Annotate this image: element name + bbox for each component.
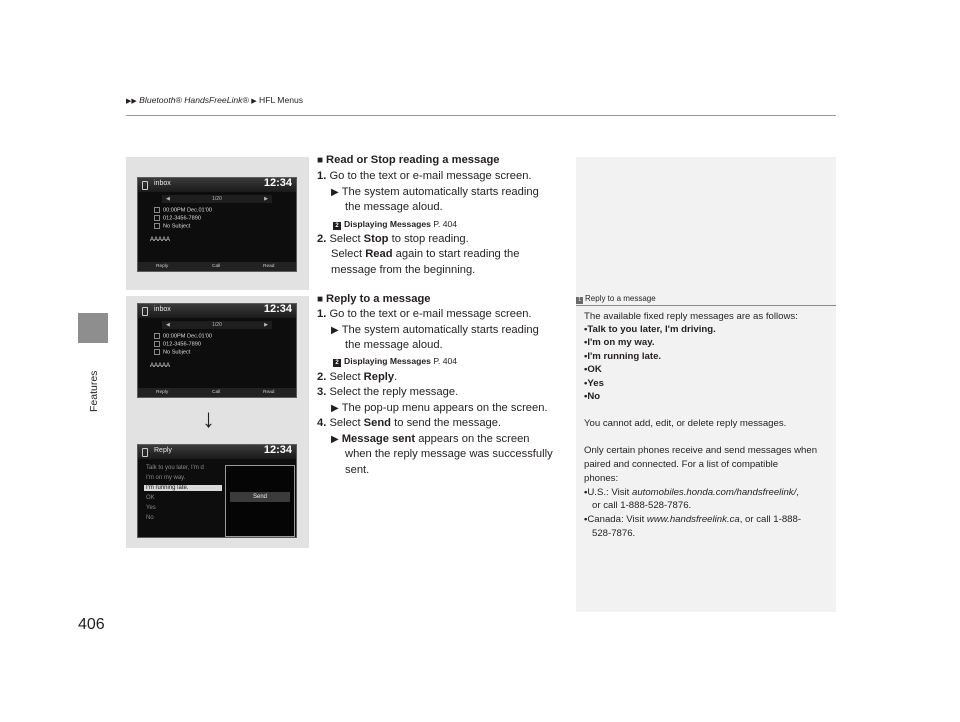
breadcrumb-arrow-icon: ▶ <box>251 98 257 105</box>
down-arrow-icon: ↓ <box>202 403 215 433</box>
note-icon: 1 <box>576 297 583 304</box>
inbox-screen <box>137 177 297 272</box>
note-bullet: •I'm running late. <box>584 351 662 362</box>
note-bullet: •Yes <box>584 378 604 389</box>
note-bullet: •Talk to you later, I'm driving. <box>584 324 716 335</box>
breadcrumb-arrow-icon: ▶▶ <box>126 98 137 105</box>
reference-icon: 2 <box>333 222 341 230</box>
breadcrumb-item: Bluetooth® HandsFreeLink® <box>139 95 249 105</box>
note-bullet-cont: or call 1-888-528-7876. <box>592 500 692 511</box>
note-column <box>576 157 836 612</box>
step-result-cont: the message aloud. <box>345 339 443 351</box>
square-bullet-icon: ■ <box>317 294 324 305</box>
result-arrow-icon: ▶ <box>331 325 339 336</box>
step-result-cont: the message aloud. <box>345 201 443 213</box>
next-arrow-icon: ▶ <box>264 322 268 328</box>
reply-screen <box>137 444 297 538</box>
result-arrow-icon: ▶ <box>331 434 339 445</box>
send-button[interactable]: Send <box>230 492 290 502</box>
page-number: 406 <box>78 616 105 633</box>
inbox-screen <box>137 303 297 398</box>
step-result: ▶ The system automatically starts reading <box>331 324 539 336</box>
step: 1. Go to the text or e-mail message screen. <box>317 308 532 320</box>
step-result-cont: when the reply message was successfully <box>345 448 553 460</box>
header-divider <box>126 115 836 116</box>
note-bullet-cont: 528-7876. <box>592 528 636 539</box>
cross-reference[interactable]: 2 Displaying Messages P. 404 <box>333 356 457 367</box>
reply-option[interactable]: I'm on my way. <box>146 475 186 481</box>
step-result-cont: sent. <box>345 464 370 476</box>
step-result: ▶ The pop-up menu appears on the screen. <box>331 402 548 414</box>
person-icon <box>154 215 160 221</box>
next-arrow-icon: ▶ <box>264 196 268 202</box>
screen-softkeys <box>138 262 296 271</box>
step: 1. Go to the text or e-mail message screen. <box>317 170 532 182</box>
square-bullet-icon: ■ <box>317 155 324 166</box>
message-navigator <box>162 321 272 329</box>
note-bullet: •OK <box>584 364 602 375</box>
step-cont: message from the beginning. <box>331 264 476 276</box>
phone-icon <box>142 448 148 457</box>
screen-title-bar <box>138 178 296 192</box>
reply-softkey[interactable]: Reply <box>156 264 169 269</box>
screen-clock: 12:34 <box>263 177 292 189</box>
note-paragraph: paired and connected. For a list of compatible <box>584 459 779 470</box>
chapter-tab-block <box>78 313 108 343</box>
screen-title-bar <box>138 304 296 318</box>
message-date: 00:00PM Dec.01'00 <box>154 207 212 213</box>
note-bullet: •I'm on my way. <box>584 337 655 348</box>
prev-arrow-icon: ◀ <box>166 196 170 202</box>
note-bullet-canada: •Canada: Visit www.handsfreelink.ca, or call 1-888- <box>584 514 802 525</box>
section-title-reply: ■ Reply to a message <box>317 293 431 305</box>
step: 3. Select the reply message. <box>317 386 459 398</box>
step: 4. Select Send to send the message. <box>317 417 502 429</box>
message-counter: 1/20 <box>212 322 222 328</box>
screen-clock: 12:34 <box>263 444 292 456</box>
phone-icon <box>142 181 148 190</box>
read-softkey[interactable]: Read <box>263 390 275 395</box>
breadcrumb-item: HFL Menus <box>259 95 304 105</box>
note-bullet: •No <box>584 391 601 402</box>
person-icon <box>154 341 160 347</box>
note-paragraph: phones: <box>584 473 619 484</box>
subject-icon <box>154 349 160 355</box>
cross-reference[interactable]: 2 Displaying Messages P. 404 <box>333 219 457 230</box>
call-softkey[interactable]: Call <box>212 264 221 269</box>
note-paragraph: You cannot add, edit, or delete reply messages. <box>584 418 787 429</box>
call-softkey[interactable]: Call <box>212 390 221 395</box>
breadcrumb <box>126 95 303 105</box>
reply-option[interactable]: OK <box>146 495 155 501</box>
reply-option[interactable]: No <box>146 515 154 521</box>
screen-title-bar <box>138 445 296 459</box>
note-intro: The available fixed reply messages are as follows: <box>584 311 798 322</box>
chapter-tab-label: Features <box>88 370 100 412</box>
step: 2. Select Reply. <box>317 371 398 383</box>
screen-title: inbox <box>154 306 171 313</box>
message-sender: 012-3456-7890 <box>154 215 201 221</box>
message-sender: 012-3456-7890 <box>154 341 201 347</box>
read-softkey[interactable]: Read <box>263 264 275 269</box>
prev-arrow-icon: ◀ <box>166 322 170 328</box>
screen-title: inbox <box>154 180 171 187</box>
us-link[interactable]: automobiles.honda.com/handsfreelink/ <box>631 487 797 498</box>
reply-option-selected[interactable]: I'm running late. <box>144 485 222 491</box>
send-popup <box>225 465 295 537</box>
subject-icon <box>154 223 160 229</box>
result-arrow-icon: ▶ <box>331 187 339 198</box>
message-body: AAAAA <box>150 237 171 243</box>
step-result: ▶ Message sent appears on the screen <box>331 433 530 445</box>
screen-clock: 12:34 <box>263 303 292 315</box>
clock-icon <box>154 207 160 213</box>
step: 2. Select Stop to stop reading. <box>317 233 469 245</box>
reply-option[interactable]: Yes <box>146 505 156 511</box>
note-paragraph: Only certain phones receive and send messages when <box>584 445 818 456</box>
canada-link[interactable]: www.handsfreelink.ca <box>646 514 740 525</box>
section-title-read: ■ Read or Stop reading a message <box>317 154 500 166</box>
note-divider <box>576 305 836 306</box>
message-counter: 1/20 <box>212 196 222 202</box>
message-navigator <box>162 195 272 203</box>
step-cont: Select Read again to start reading the <box>331 248 520 260</box>
step-result: ▶ The system automatically starts reading <box>331 186 539 198</box>
phone-icon <box>142 307 148 316</box>
screen-softkeys <box>138 388 296 397</box>
note-bullet-us: •U.S.: Visit automobiles.honda.com/handsfreelink/, <box>584 487 799 498</box>
result-arrow-icon: ▶ <box>331 403 339 414</box>
reply-softkey[interactable]: Reply <box>156 390 169 395</box>
reply-option[interactable]: Talk to you later, I'm d <box>146 465 204 471</box>
screenshot-panel-read <box>126 157 309 290</box>
note-heading: 1 Reply to a message <box>576 294 656 304</box>
clock-icon <box>154 333 160 339</box>
message-date: 00:00PM Dec.01'00 <box>154 333 212 339</box>
reference-icon: 2 <box>333 359 341 367</box>
message-subject: No Subject <box>154 349 190 355</box>
screen-title: Reply <box>154 447 172 454</box>
message-subject: No Subject <box>154 223 190 229</box>
screenshot-panel-reply <box>126 296 309 548</box>
message-body: AAAAA <box>150 363 171 369</box>
